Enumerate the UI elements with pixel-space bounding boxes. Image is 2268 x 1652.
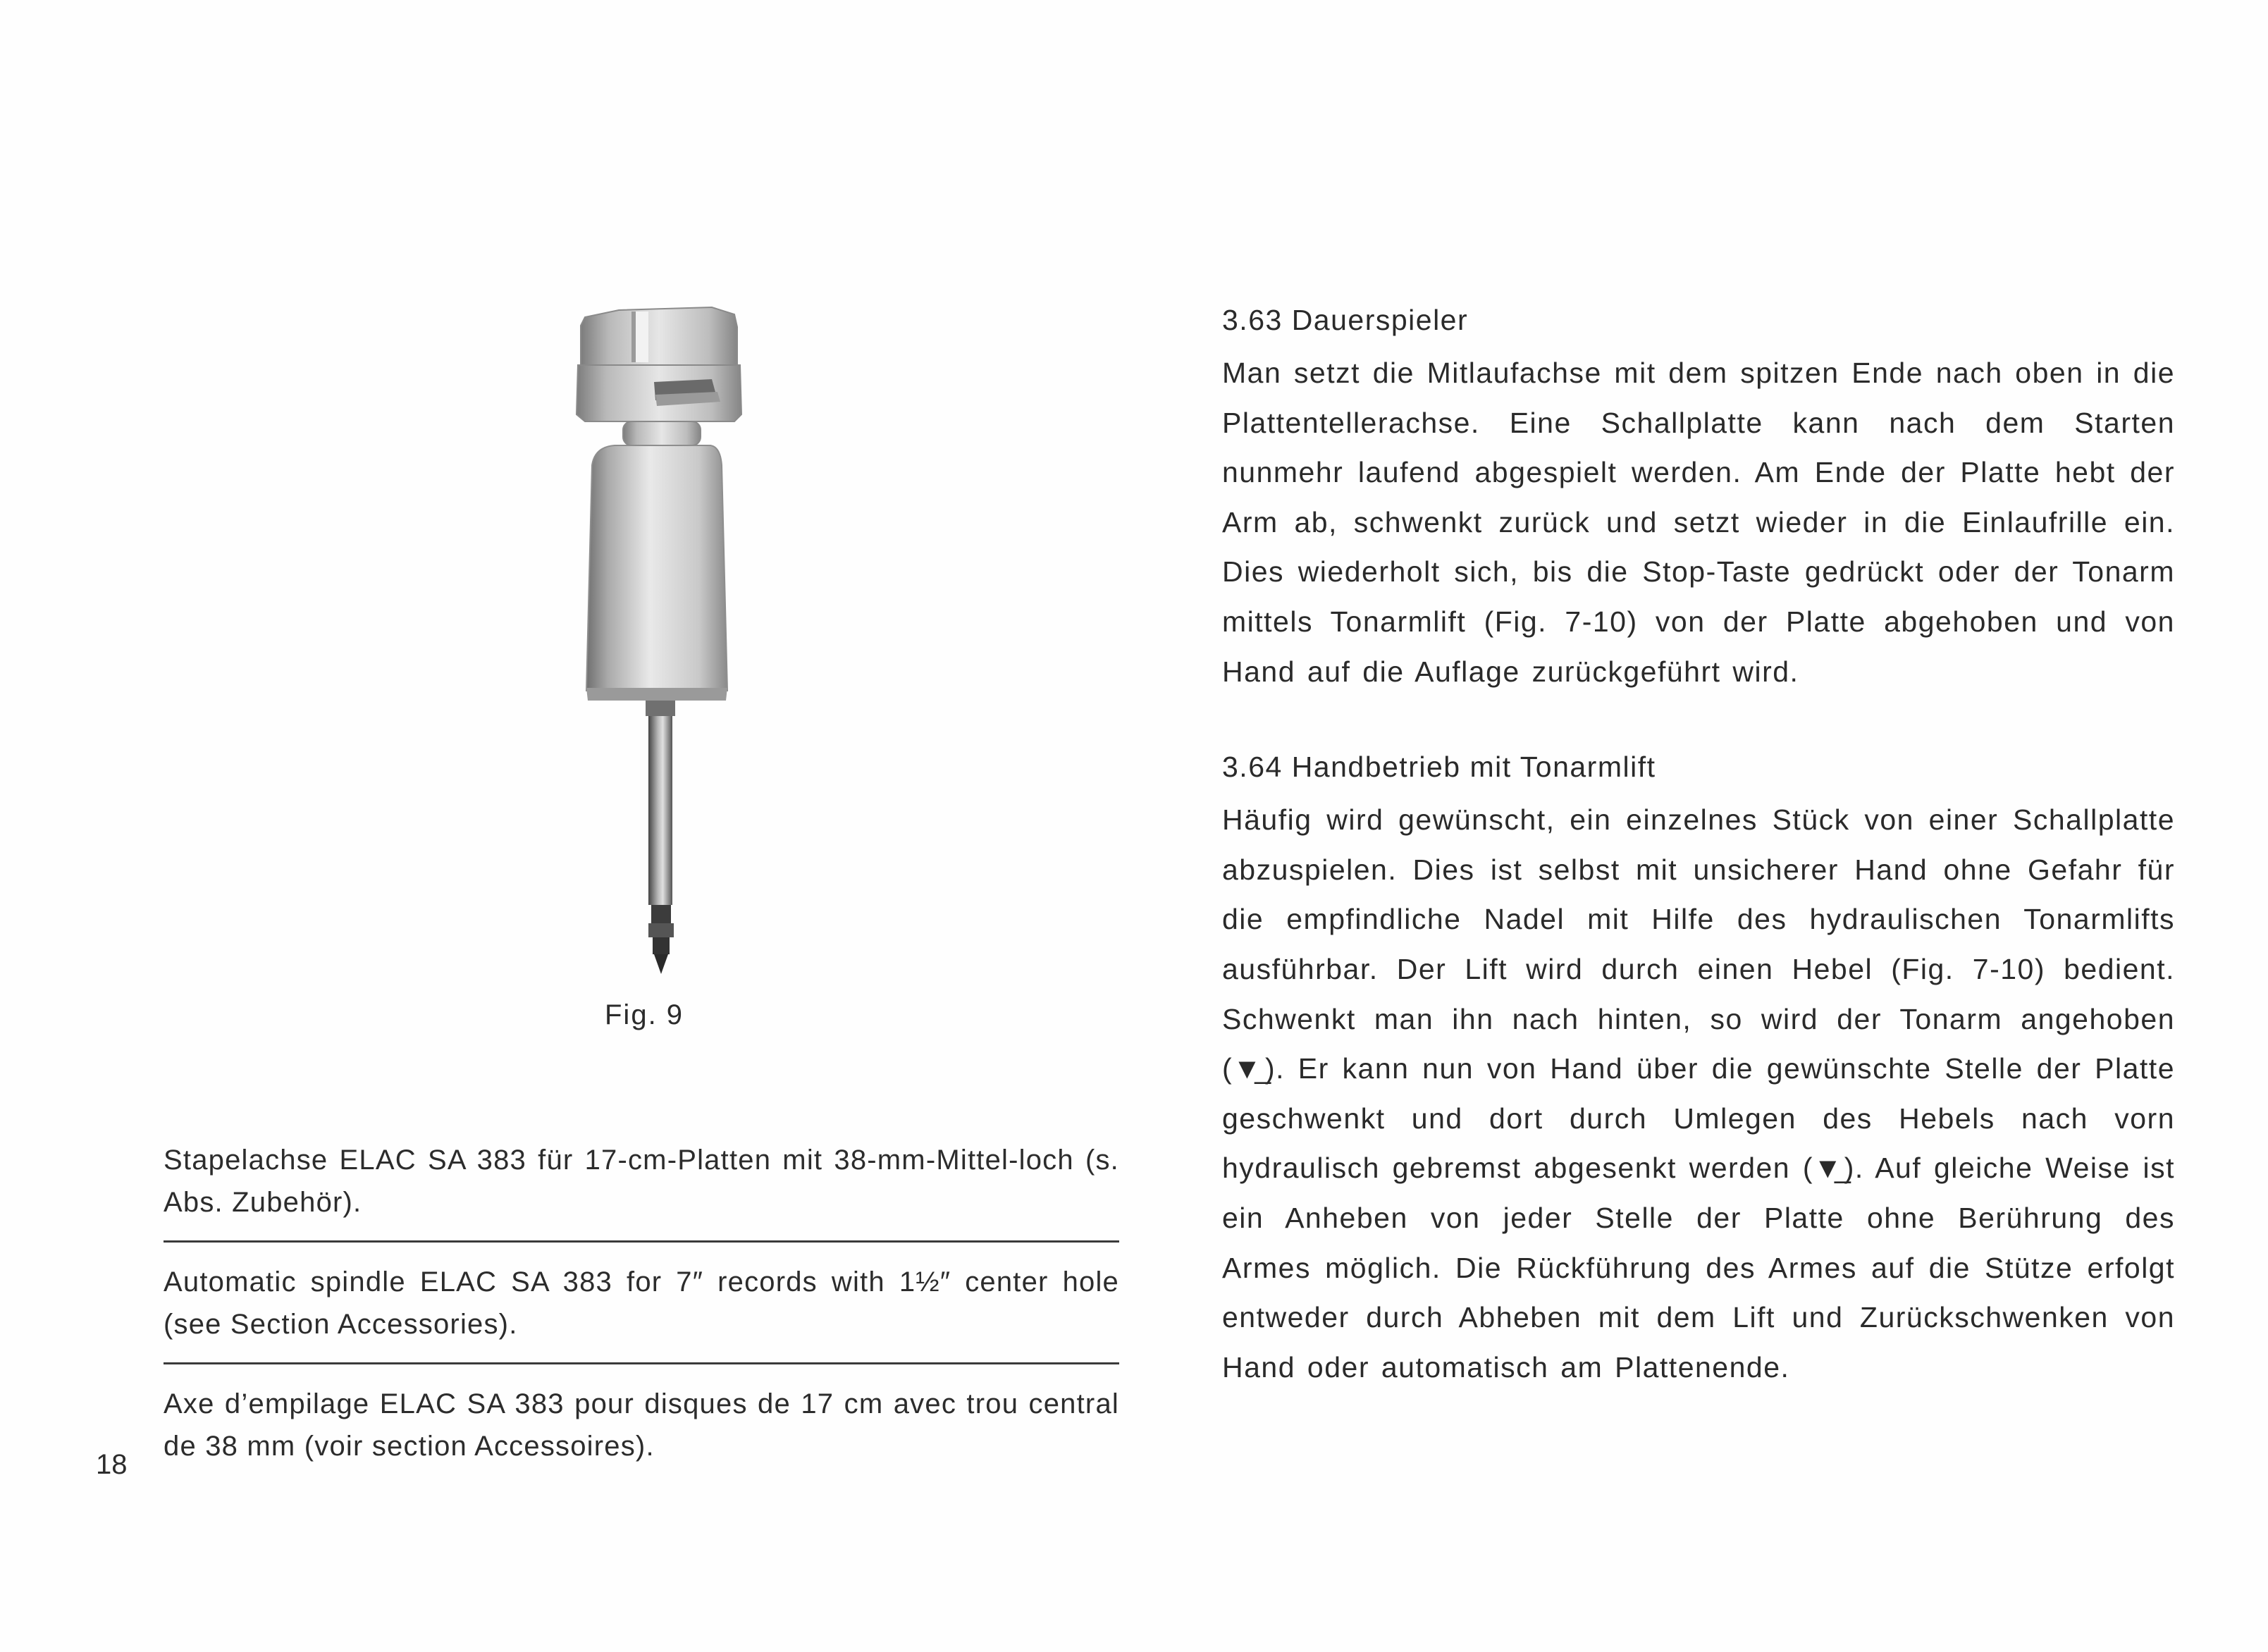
main-text-column xyxy=(1222,299,2175,1441)
section-heading: 3.64 Handbetrieb mit Tonarmlift xyxy=(1222,751,1656,784)
section-dauerspieler xyxy=(1222,299,2175,696)
figure-caption: Fig. 9 xyxy=(605,999,684,1030)
section-handbetrieb xyxy=(1222,746,2175,1392)
spindle-figure xyxy=(536,296,789,987)
divider xyxy=(164,1362,1119,1364)
caption-english: Automatic spindle ELAC SA 383 for 7″ records with 1½″ center hole (see Section Accessories). xyxy=(164,1266,1119,1340)
figure-descriptions xyxy=(164,1139,1119,1467)
divider xyxy=(164,1240,1119,1243)
section-body: Man setzt die Mitlaufachse mit dem spitzen Ende nach oben in die Plattentellerachse. Eine Schallplatte kann nach dem Starten nunmehr laufend abgespielt werden. Am Ende der Platte hebt der Arm ab, schwenkt zurück und setzt wieder in die Einlaufrille ein. Dies wiederholt sich, bis die Stop-Taste gedrückt oder der Tonarm mittels Tonarmlift (Fig. 7-10) von der Platte abgehoben und von Hand auf die Auflage zurückgeführt wird. xyxy=(1222,357,2175,688)
spindle-illustration xyxy=(536,296,789,987)
section-heading: 3.63 Dauerspieler xyxy=(1222,304,1469,336)
section-body: Häufig wird gewünscht, ein einzelnes Stück von einer Schallplatte abzuspielen. Dies ist selbst mit unsicherer Hand ohne Gefahr für die empfindliche Nadel mit Hilfe des hydraulischen Tonarmlifts ausführbar. Der Lift wird durch einen Hebel (Fig. 7-10) bedient. Schwenkt man ihn nach hinten, so wird der Tonarm angehoben (▼̲). Er kann nun von Hand über die gewünschte Stelle der Platte geschwenkt und dort durch Umlegen des Hebels nach vorn hydraulisch gebremst abgesenkt werden (▼̲). Auf gleiche Weise ist ein Anheben von jeder Stelle der Platte ohne Berührung des Armes möglich. Die Rückführung des Armes auf die Stütze erfolgt entweder durch Abheben mit dem Lift und Zurückschwenken von Hand oder automatisch am Plattenende. xyxy=(1222,803,2175,1383)
caption-german: Stapelachse ELAC SA 383 für 17-cm-Platten mit 38-mm-Mittel-loch (s. Abs. Zubehör). xyxy=(164,1145,1119,1218)
caption-french: Axe d’empilage ELAC SA 383 pour disques de 17 cm avec trou central de 38 mm (voir section Accessoires). xyxy=(164,1388,1119,1462)
page-number: 18 xyxy=(96,1449,128,1480)
